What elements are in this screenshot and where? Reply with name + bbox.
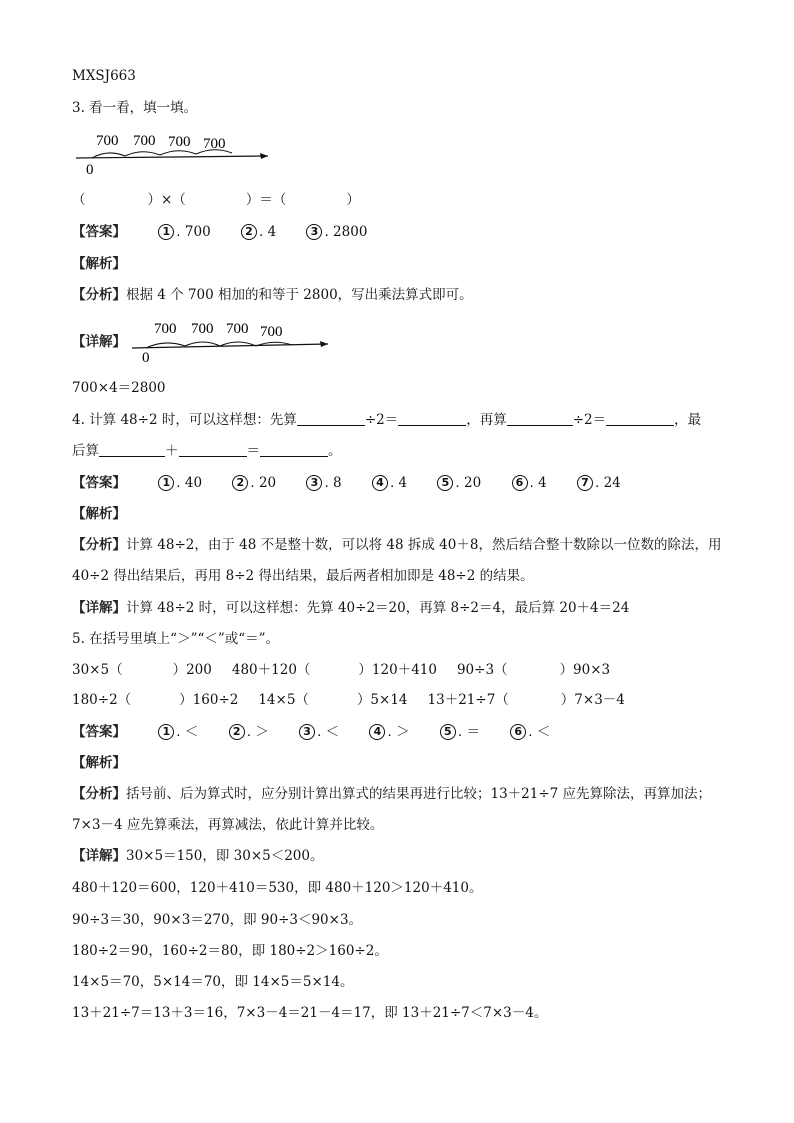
q4-fenxi-1: 【分析】计算 48÷2，由于 48 不是整十数，可以将 48 拆成 40＋8，然后结合整十数除以一位数的除法，用 bbox=[72, 537, 722, 553]
q3-detail-zero-label: 0 bbox=[142, 350, 150, 366]
circled-number-7-icon: 7 bbox=[577, 475, 593, 491]
q4-blank-5 bbox=[99, 442, 165, 457]
q5-step: 180÷2＝90，160÷2＝80，即 180÷2＞160÷2。 bbox=[72, 943, 388, 959]
q5-fenxi-2: 7×3－4 应先算乘法，再算减法，依此计算并比较。 bbox=[72, 817, 384, 833]
q5-step: 13＋21÷7＝13＋3＝16，7×3－4＝21－4＝17，即 13＋21÷7＜7×3－4。 bbox=[72, 1005, 548, 1021]
q4-blank-6 bbox=[179, 442, 247, 457]
q5-analysis-label: 【解析】 bbox=[72, 755, 126, 771]
q4-blank-1 bbox=[297, 411, 365, 426]
q4-line1: 4. 计算 48÷2 时，可以这样想：先算 ÷2＝ ，再算 ÷2＝ ，最 bbox=[72, 412, 702, 428]
q3-result: 700×4＝2800 bbox=[72, 380, 166, 396]
q3-title: 3. 看一看，填一填。 bbox=[72, 100, 198, 116]
q3-seg-label: 700 bbox=[133, 133, 156, 149]
q3-fenxi: 【分析】根据 4 个 700 相加的和等于 2800，写出乘法算式即可。 bbox=[72, 287, 473, 303]
circled-number-5-icon: 5 bbox=[437, 475, 453, 491]
document-code: MXSJ663 bbox=[72, 68, 136, 84]
q4-line2: 后算 ＋ ＝ 。 bbox=[72, 443, 342, 459]
q4-blank-4 bbox=[606, 411, 674, 426]
circled-number-6-icon: 6 bbox=[512, 475, 528, 491]
q4-blank-3 bbox=[507, 411, 573, 426]
circled-number-4-icon: 4 bbox=[369, 724, 385, 740]
circled-number-4-icon: 4 bbox=[372, 475, 388, 491]
q4-answer-row: 【答案】 1 . 40 2 . 20 3 . 8 4 . 4 5 . 20 6 . 4 7 . 24 bbox=[72, 475, 621, 491]
circled-number-1-icon: 1 bbox=[158, 224, 174, 240]
q4-fenxi-2: 40÷2 得出结果后，再用 8÷2 得出结果，最后两者相加即是 48÷2 的结果。 bbox=[72, 568, 534, 584]
circled-number-2-icon: 2 bbox=[232, 475, 248, 491]
q3-detail-seg-label: 700 bbox=[191, 321, 214, 337]
circled-number-3-icon: 3 bbox=[306, 224, 322, 240]
q3-zero-label: 0 bbox=[86, 162, 94, 178]
circled-number-3-icon: 3 bbox=[299, 724, 315, 740]
q5-row1: 30×5（ ）200 480＋120（ ）120＋410 90÷3（ ）90×3 bbox=[72, 662, 611, 678]
circled-number-1-icon: 1 bbox=[158, 724, 174, 740]
q5-fenxi-1: 【分析】括号前、后为算式时，应分别计算出算式的结果再进行比较；13＋21÷7 应先算除法，再算加法； bbox=[72, 786, 712, 802]
q4-blank-2 bbox=[398, 411, 466, 426]
q3-seg-label: 700 bbox=[96, 133, 119, 149]
answer-label: 【答案】 bbox=[72, 224, 126, 240]
q3-xiangjie-label: 【详解】 bbox=[72, 334, 126, 350]
q3-detail-number-line bbox=[130, 316, 340, 366]
q5-xiangjie: 【详解】30×5＝150，即 30×5＜200。 bbox=[72, 848, 324, 864]
q3-detail-seg-label: 700 bbox=[154, 321, 177, 337]
q3-seg-label: 700 bbox=[203, 136, 226, 152]
q5-answer-row: 【答案】 1 . ＜ 2 . ＞ 3 . ＜ 4 . ＞ 5 . ＝ 6 . ＜ bbox=[72, 724, 551, 740]
circled-number-2-icon: 2 bbox=[229, 724, 245, 740]
circled-number-2-icon: 2 bbox=[241, 224, 257, 240]
q3-blank-line: （ ）×（ ）＝（ ） bbox=[72, 192, 360, 208]
circled-number-5-icon: 5 bbox=[440, 724, 456, 740]
circled-number-3-icon: 3 bbox=[306, 475, 322, 491]
q4-blank-7 bbox=[260, 442, 328, 457]
q3-detail-seg-label: 700 bbox=[260, 324, 283, 340]
q5-step: 480＋120＝600，120＋410＝530，即 480＋120＞120＋410。 bbox=[72, 880, 483, 896]
circled-number-6-icon: 6 bbox=[510, 724, 526, 740]
q4-analysis-label: 【解析】 bbox=[72, 506, 126, 522]
q5-step: 14×5＝70，5×14＝70，即 14×5＝5×14。 bbox=[72, 974, 354, 990]
circled-number-1-icon: 1 bbox=[158, 475, 174, 491]
answer-label: 【答案】 bbox=[72, 724, 126, 740]
q5-title: 5. 在括号里填上“＞”“＜”或“＝”。 bbox=[72, 631, 280, 647]
q5-step: 90÷3＝30，90×3＝270，即 90÷3＜90×3。 bbox=[72, 912, 363, 928]
q3-seg-label: 700 bbox=[168, 134, 191, 150]
q4-xiangjie: 【详解】计算 48÷2 时，可以这样想：先算 40÷2＝20，再算 8÷2＝4，最后算 20＋4＝24 bbox=[72, 600, 630, 616]
q3-detail-seg-label: 700 bbox=[226, 321, 249, 337]
answer-label: 【答案】 bbox=[72, 475, 126, 491]
q3-analysis-label: 【解析】 bbox=[72, 256, 126, 272]
q3-answer-row: 【答案】 1 . 700 2 . 4 3 . 2800 bbox=[72, 224, 368, 240]
q3-number-line bbox=[72, 126, 282, 178]
q5-row2: 180÷2（ ）160÷2 14×5（ ）5×14 13＋21÷7（ ）7×3－4 bbox=[72, 692, 625, 708]
